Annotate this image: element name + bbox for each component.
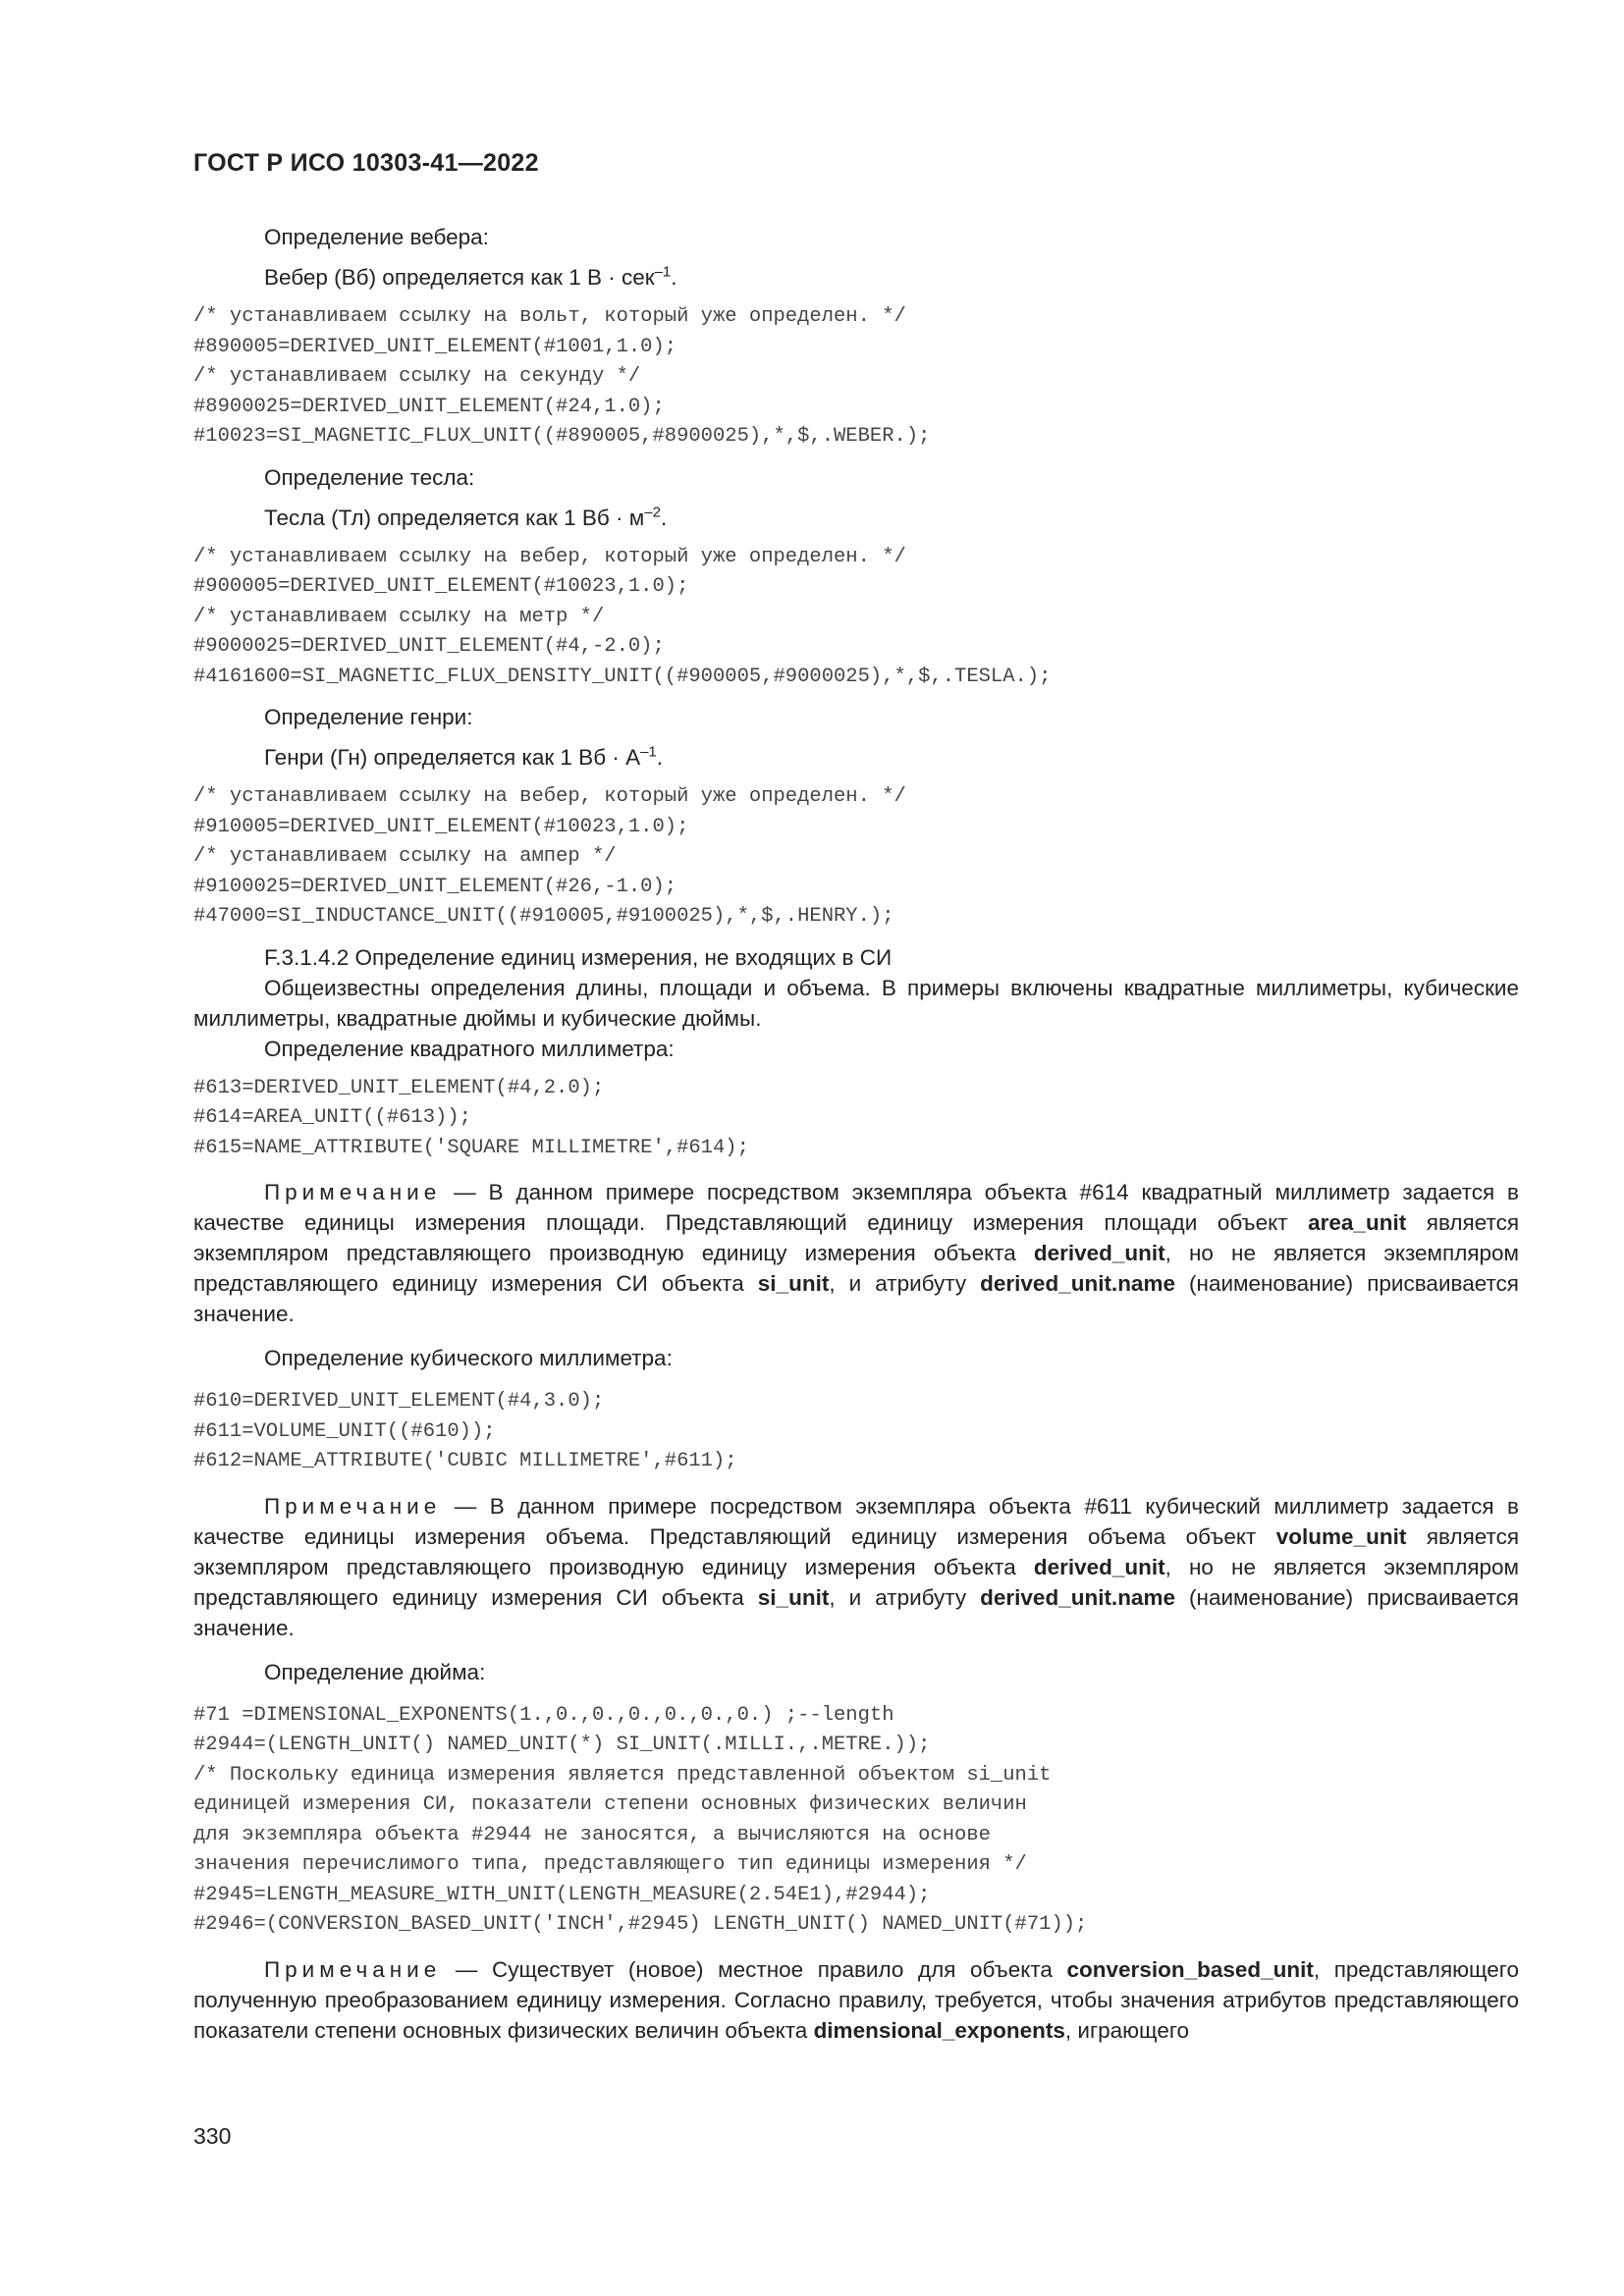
inch-code-block (193, 1701, 1519, 1941)
note-label: Примечание (264, 1956, 442, 1982)
weber-code-block (193, 302, 1519, 453)
code-line: #610=DERIVED_UNIT_ELEMENT(#4,3.0); (193, 1390, 605, 1413)
inch-heading: Определение дюйма: (264, 1659, 486, 1684)
code-line: #910005=DERIVED_UNIT_ELEMENT(#10023,1.0); (193, 815, 689, 838)
code-line: #9000025=DERIVED_UNIT_ELEMENT(#4,-2.0); (193, 635, 665, 658)
henry-definition: Генри (Гн) определяется как 1 Вб · $А^{-1}$. (264, 743, 664, 770)
weber-definition: Вебер (Вб) определяется как 1 В · сек$^{-1}$. (264, 263, 677, 290)
sq-mm-code-block (193, 1074, 1519, 1164)
code-line: #47000=SI_INDUCTANCE_UNIT((#910005,#9100025),*,$,.HENRY.); (193, 905, 894, 928)
cu-mm-heading: Определение кубического миллиметра: (264, 1346, 673, 1370)
code-line: /* устанавливаем ссылку на метр */ (193, 605, 605, 628)
code-line: #71 =DIMENSIONAL_EXPONENTS(1.,0.,0.,0.,0.,0.,0.) ;--length (193, 1703, 894, 1727)
code-line: #8900025=DERIVED_UNIT_ELEMENT(#24,1.0); (193, 395, 665, 418)
code-line: #2945=LENGTH_MEASURE_WITH_UNIT(LENGTH_MEASURE(2.54E1),#2944); (193, 1883, 931, 1906)
sq-mm-note: Примечание — В данном примере посредством экземпляра объекта #614 квадратный миллиметр задается в качестве единицы измерения площади. Представляющий единицу измерения площади объект area_unit является экземпляром представляющего производную единицу измерения объекта derived_unit, но не является экземпляром представляющего единицу измерения СИ объекта si_unit, и атрибуту derived_unit.name (наименование) присваивается значение. (193, 1180, 1520, 1326)
code-line: /* устанавливаем ссылку на вебер, который уже определен. */ (193, 785, 906, 808)
code-line: /* устанавливаем ссылку на ампер */ (193, 845, 617, 868)
page-number: 330 (193, 2123, 232, 2149)
code-line: #611=VOLUME_UNIT((#610)); (193, 1419, 496, 1443)
cu-mm-code-block (193, 1387, 1519, 1477)
code-line: #10023=SI_MAGNETIC_FLUX_UNIT((#890005,#8900025),*,$,.WEBER.); (193, 425, 931, 448)
tesla-heading: Определение тесла: (264, 464, 475, 490)
section-intro: Общеизвестны определения длины, площади и объема. В примеры включены квадратные миллиметры, кубические миллиметры, квадратные дюймы и кубические дюймы. (193, 975, 1519, 1031)
henry-heading: Определение генри: (264, 705, 473, 729)
section-title: F.3.1.4.2 Определение единиц измерения, не входящих в СИ (264, 944, 893, 970)
code-line: /* устанавливаем ссылку на вольт, который уже определен. */ (193, 305, 906, 328)
code-line: #9100025=DERIVED_UNIT_ELEMENT(#26,-1.0); (193, 875, 677, 898)
code-line: #4161600=SI_MAGNETIC_FLUX_DENSITY_UNIT((#900005,#9000025),*,$,.TESLA.); (193, 665, 1052, 688)
cu-mm-note: Примечание — В данном примере посредством экземпляра объекта #611 кубический миллиметр задается в качестве единицы измерения объема. Представляющий единицу измерения объема объект volume_unit является экземпляром представляющего производную единицу измерения объекта derived_unit, но не является экземпляром представляющего единицу измерения СИ объекта si_unit, и атрибуту derived_unit.name (наименование) присваивается значение. (193, 1493, 1520, 1640)
code-line: #2944=(LENGTH_UNIT() NAMED_UNIT(*) SI_UNIT(.MILLI.,.METRE.)); (193, 1734, 931, 1756)
code-line: единицей измерения СИ, показатели степени основных физических величин (193, 1793, 1027, 1816)
code-line: #614=AREA_UNIT((#613)); (193, 1106, 471, 1129)
code-line: #2946=(CONVERSION_BASED_UNIT('INCH',#2945) LENGTH_UNIT() NAMED_UNIT(#71)); (193, 1913, 1088, 1936)
page-header: ГОСТ Р ИСО 10303-41—2022 (193, 149, 539, 177)
tesla-code-block (193, 543, 1519, 693)
code-line: #890005=DERIVED_UNIT_ELEMENT(#1001,1.0); (193, 335, 677, 358)
code-line: /* устанавливаем ссылку на вебер, который уже определен. */ (193, 545, 906, 568)
code-line: #612=NAME_ATTRIBUTE('CUBIC MILLIMETRE',#611); (193, 1450, 737, 1472)
code-line: для экземпляра объекта #2944 не заносятся, а вычисляются на основе (193, 1823, 991, 1846)
henry-code-block (193, 782, 1519, 933)
weber-heading: Определение вебера: (264, 225, 489, 249)
code-line: /* устанавливаем ссылку на секунду */ (193, 365, 641, 388)
tesla-definition: Тесла (Тл) определяется как 1 Вб · $м^{-2}$. (264, 504, 668, 530)
note-label: Примечание (264, 1493, 442, 1519)
code-line: #900005=DERIVED_UNIT_ELEMENT(#10023,1.0); (193, 575, 689, 598)
note-label: Примечание (264, 1180, 442, 1204)
inch-note: Примечание — Существует (новое) местное правило для объекта conversion_based_unit, представляющего полученную преобразованием единицу измерения. Согласно правилу, требуется, чтобы значения атрибутов представляющего показатели степени основных физических величин объекта dimensional_exponents, играющего (193, 1956, 1519, 2043)
page-content (193, 222, 1519, 2046)
code-line: #615=NAME_ATTRIBUTE('SQUARE MILLIMETRE',#614); (193, 1136, 749, 1159)
code-line: /* Поскольку единица измерения является представленной объектом si_unit (193, 1763, 1052, 1787)
code-line: значения перечислимого типа, представляющего тип единицы измерения */ (193, 1853, 1027, 1876)
sq-mm-heading: Определение квадратного миллиметра: (264, 1036, 675, 1061)
code-line: #613=DERIVED_UNIT_ELEMENT(#4,2.0); (193, 1076, 605, 1099)
